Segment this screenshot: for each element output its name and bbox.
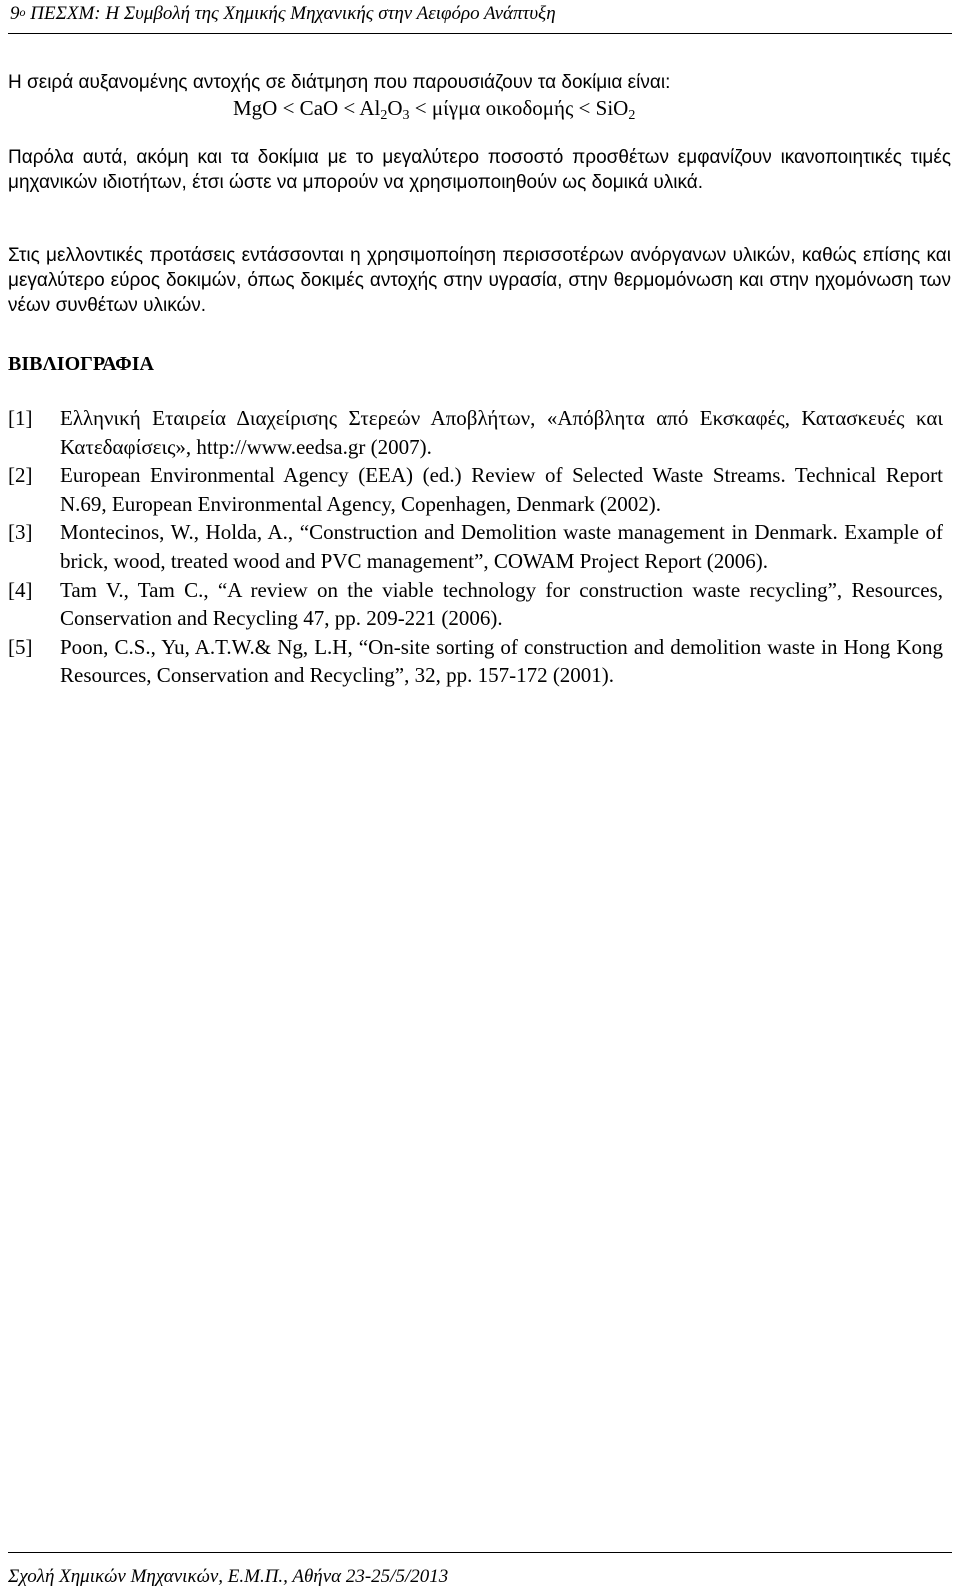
conference-number: 9 bbox=[10, 3, 20, 24]
strength-order-formula: MgO < CaO < $Al_2O_3 < \mu ί\gamma\mu\alpha$ οικοδομής < SiO$_2$ bbox=[233, 96, 636, 123]
reference-number: [3] bbox=[8, 520, 33, 545]
running-header bbox=[10, 2, 950, 26]
reference-number: [4] bbox=[8, 577, 33, 602]
running-footer: Σχολή Χημικών Μηχανικών, Ε.Μ.Π., Αθήνα 23-25/5/2013 bbox=[8, 1566, 449, 1587]
ordinal-superscript: ο bbox=[19, 5, 26, 19]
reference-text: Poon, C.S., Yu, A.T.W.& Ng, L.H, “On-site sorting of construction and demolition waste in Hong Kong Resources, Conservation and Recycling”, 32, pp. 157-172 (2001). bbox=[60, 634, 943, 688]
bibliography-heading: ΒΙΒΛΙΟΓΡΑΦΙΑ bbox=[8, 353, 154, 375]
reference-text: European Environmental Agency (EEA) (ed.) Review of Selected Waste Streams. Technical Report N.69, European Environmental Agency, Copenhagen, Denmark (2002). bbox=[60, 463, 943, 516]
paragraph-mechanical-properties: Παρόλα αυτά, ακόμη και τα δοκίμια με το μεγαλύτερο ποσοστό προσθέτων εμφανίζουν ικανοποιητικές τιμές μηχανικών ιδιοτήτων, έτσι ώστε να μπορούν να χρησιμοποιηθούν ως δομικά υλικά. bbox=[8, 147, 951, 193]
reference-text: Tam V., Tam C., “A review on the viable technology for construction waste recycling”, Resources, Conservation and Recycling 47, pp. 209-221 (2006). bbox=[60, 577, 943, 631]
reference-item bbox=[8, 461, 943, 518]
reference-text: Ελληνική Εταιρεία Διαχείρισης Στερεών Αποβλήτων, «Απόβλητα από Εκσκαφές, Κατασκευές και Κατεδαφίσεις», http://www.eedsa.gr (2007). bbox=[60, 406, 943, 459]
reference-item bbox=[8, 576, 943, 633]
reference-list bbox=[8, 404, 943, 690]
paragraph-shear-order: Η σειρά αυξανομένης αντοχής σε διάτμηση που παρουσιάζουν τα δοκίμια είναι: bbox=[8, 72, 671, 93]
footer-rule bbox=[8, 1552, 952, 1553]
reference-item bbox=[8, 404, 943, 461]
reference-item bbox=[8, 518, 943, 575]
header-title: ΠΕΣΧΜ: Η Συμβολή της Χημικής Μηχανικής στην Αειφόρο Ανάπτυξη bbox=[25, 3, 556, 24]
reference-number: [1] bbox=[8, 406, 33, 430]
reference-text: Montecinos, W., Holda, A., “Construction and Demolition waste management in Denmark. Example of brick, wood, treated wood and PVC management”, COWAM Project Report (2006). bbox=[60, 520, 943, 573]
header-rule bbox=[8, 33, 952, 34]
reference-number: [2] bbox=[8, 463, 33, 488]
paragraph-future-proposals: Στις μελλοντικές προτάσεις εντάσσονται η χρησιμοποίηση περισσοτέρων ανόργανων υλικών, καθώς επίσης και μεγαλύτερο εύρος δοκιμών, όπως δοκιμές αντοχής στην υγρασία, στην θερμομόνωση και στην ηχομόνωση των νέων συνθέτων υλικών. bbox=[8, 245, 951, 316]
reference-item bbox=[8, 633, 943, 690]
reference-number: [5] bbox=[8, 634, 33, 659]
